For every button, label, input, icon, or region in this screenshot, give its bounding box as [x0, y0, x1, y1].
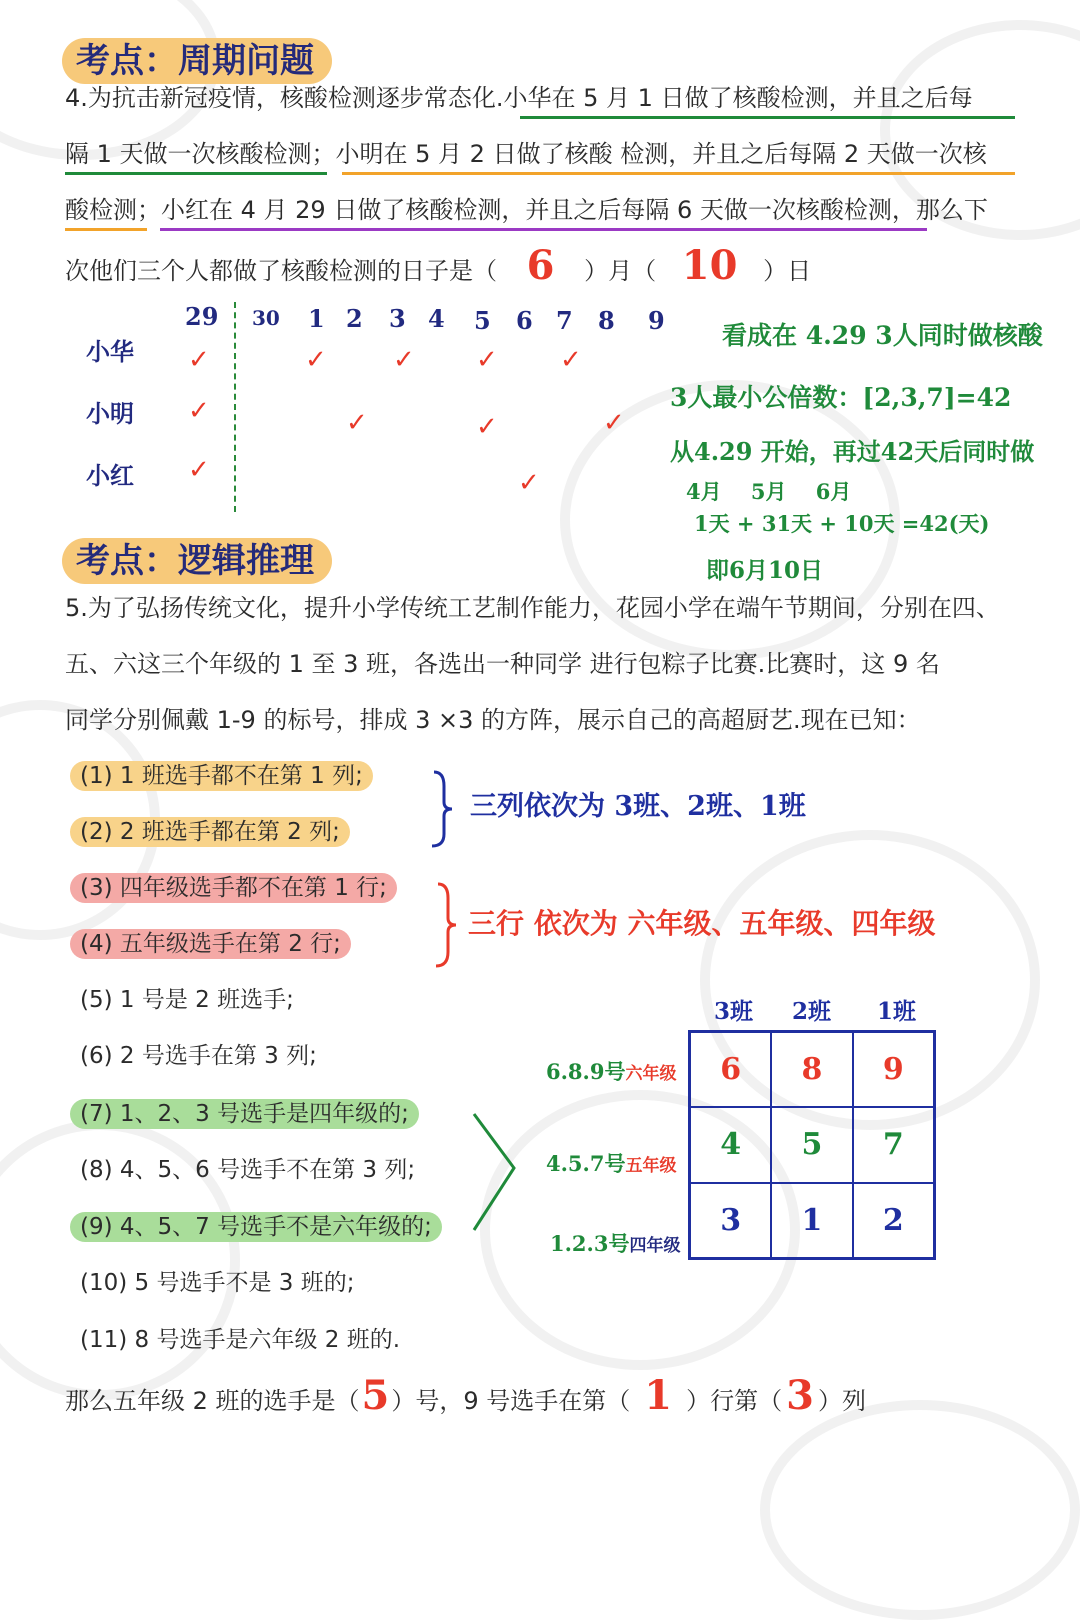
- condition-5: (5) 1 号是 2 班选手;: [80, 987, 294, 1013]
- angle-bracket-green: [470, 1110, 520, 1234]
- problem5-line1: 5.为了弘扬传统文化，提升小学传统工艺制作能力，花园小学在端午节期间，分别在四、: [65, 594, 1000, 622]
- check-mark: ✓: [560, 345, 582, 375]
- name-xiaohua: 小华: [86, 337, 134, 366]
- problem4-line3: 酸检测；小红在 4 月 29 日做了核酸检测，并且之后每隔 6 天做一次核酸检测，那么下: [65, 196, 988, 224]
- condition-3: (3) 四年级选手都不在第 1 行;: [70, 873, 397, 903]
- note-months: 4月 5月 6月: [686, 479, 852, 504]
- grid-cell: 9: [853, 1032, 934, 1107]
- date-30: 30: [252, 306, 280, 330]
- answer-grid: [688, 1030, 936, 1260]
- note-same-day: 看成在 4.29 3人同时做核酸: [722, 321, 1043, 350]
- name-xiaoming: 小明: [86, 399, 134, 428]
- check-mark: ✓: [476, 345, 498, 375]
- grid-cell: 4: [690, 1107, 771, 1182]
- grid-cell: 6: [690, 1032, 771, 1107]
- note-columns: 三列依次为 3班、2班、1班: [470, 791, 806, 822]
- check-mark: ✓: [188, 345, 210, 375]
- date-8: 8: [598, 306, 615, 335]
- condition-9: (9) 4、5、7 号选手不是六年级的;: [70, 1212, 442, 1242]
- underline-orange: [342, 172, 1015, 175]
- date-5: 5: [474, 306, 491, 335]
- date-4: 4: [428, 304, 445, 333]
- grid-col-1ban: 1班: [877, 998, 917, 1025]
- grid-row-label-2: [546, 1148, 676, 1178]
- question-part: ）号，9 号选手在第（: [391, 1387, 631, 1415]
- brace-red: [432, 880, 462, 970]
- date-3: 3: [389, 304, 406, 333]
- grid-col-3ban: 3班: [714, 998, 754, 1025]
- blank-middle: ）月（: [584, 257, 657, 285]
- date-7: 7: [556, 306, 573, 335]
- answer-player-number: 5: [361, 1372, 390, 1419]
- underline-orange: [65, 228, 147, 231]
- note-result: 即6月10日: [706, 557, 824, 584]
- condition-1: (1) 1 班选手都不在第 1 列;: [70, 761, 373, 791]
- row-grade: 四年级: [629, 1236, 681, 1256]
- problem5-line2: 五、六这三个年级的 1 至 3 班，各选出一种同学 进行包粽子比赛.比赛时，这 9 名: [65, 650, 940, 678]
- condition-11: (11) 8 号选手是六年级 2 班的.: [80, 1327, 401, 1353]
- blank-suffix: ）日: [763, 257, 812, 285]
- problem4-line4: [65, 242, 812, 289]
- dashed-divider: [234, 302, 236, 512]
- grid-cell: 7: [853, 1107, 934, 1182]
- condition-7: (7) 1、2、3 号选手是四年级的;: [70, 1099, 419, 1129]
- underline-purple: [160, 228, 927, 231]
- grid-cell: 1: [771, 1183, 852, 1258]
- grid-row-label-3: [550, 1228, 680, 1258]
- check-mark: ✓: [188, 455, 210, 485]
- row-numbers: 1.2.3号: [550, 1231, 630, 1256]
- problem5-question: [65, 1372, 866, 1419]
- question-part: ）行第（: [686, 1387, 783, 1415]
- date-1: 1: [308, 304, 325, 333]
- name-xiaohong: 小红: [86, 461, 134, 490]
- brace-blue: [428, 768, 458, 850]
- answer-column: 3: [786, 1372, 814, 1419]
- topic-badge-logic: 考点：逻辑推理: [62, 538, 332, 584]
- topic-badge-period: 考点：周期问题: [62, 38, 332, 84]
- answer-day: 10: [681, 242, 738, 289]
- check-mark: ✓: [346, 408, 368, 438]
- note-sum: 1天 + 31天 + 10天 =42(天): [694, 511, 990, 536]
- row-grade: 六年级: [625, 1064, 677, 1084]
- note-start: 从4.29 开始，再过42天后同时做: [670, 437, 1035, 466]
- underline-green: [65, 172, 327, 175]
- check-mark: ✓: [393, 345, 415, 375]
- date-2: 2: [346, 304, 363, 333]
- condition-8: (8) 4、5、6 号选手不在第 3 列;: [80, 1157, 416, 1183]
- condition-6: (6) 2 号选手在第 3 列;: [80, 1043, 317, 1069]
- condition-2: (2) 2 班选手都在第 2 列;: [70, 817, 350, 847]
- grid-cell: 3: [690, 1183, 771, 1258]
- check-mark: ✓: [305, 345, 327, 375]
- problem5-line3: 同学分别佩戴 1-9 的标号，排成 3 ×3 的方阵，展示自己的高超厨艺.现在已知：: [65, 706, 921, 734]
- row-numbers: 4.5.7号: [546, 1151, 626, 1176]
- condition-4: (4) 五年级选手在第 2 行;: [70, 929, 351, 959]
- answer-row: 1: [644, 1372, 673, 1419]
- grid-row-label-1: [546, 1056, 676, 1086]
- grid-cell: 5: [771, 1107, 852, 1182]
- note-rows: 三行 依次为 六年级、五年级、四年级: [468, 907, 936, 940]
- note-lcm: 3人最小公倍数：[2,3,7]=42: [670, 383, 1012, 412]
- date-9: 9: [648, 306, 665, 335]
- check-mark: ✓: [603, 408, 625, 438]
- grid-cell: 2: [853, 1183, 934, 1258]
- condition-10: (10) 5 号选手不是 3 班的;: [80, 1270, 355, 1296]
- grid-cell: 8: [771, 1032, 852, 1107]
- date-29: 29: [185, 302, 219, 331]
- grid-col-2ban: 2班: [792, 998, 832, 1025]
- underline-green: [520, 116, 1015, 119]
- problem4-line1: 4.为抗击新冠疫情，核酸检测逐步常态化.小华在 5 月 1 日做了核酸检测，并且之后每: [65, 84, 973, 112]
- check-mark: ✓: [188, 396, 210, 426]
- date-6: 6: [516, 306, 533, 335]
- check-mark: ✓: [518, 468, 540, 498]
- problem4-line2: 隔 1 天做一次核酸检测；小明在 5 月 2 日做了核酸 检测，并且之后每隔 2 天做一次核: [65, 140, 987, 168]
- watermark-circle: [760, 1400, 1080, 1620]
- question-part: ）列: [817, 1387, 866, 1415]
- question-part: 那么五年级 2 班的选手是（: [65, 1387, 360, 1415]
- check-mark: ✓: [476, 412, 498, 442]
- blank-prefix: 次他们三个人都做了核酸检测的日子是（: [65, 257, 497, 285]
- row-grade: 五年级: [625, 1156, 677, 1176]
- answer-month: 6: [526, 242, 555, 289]
- row-numbers: 6.8.9号: [546, 1059, 626, 1084]
